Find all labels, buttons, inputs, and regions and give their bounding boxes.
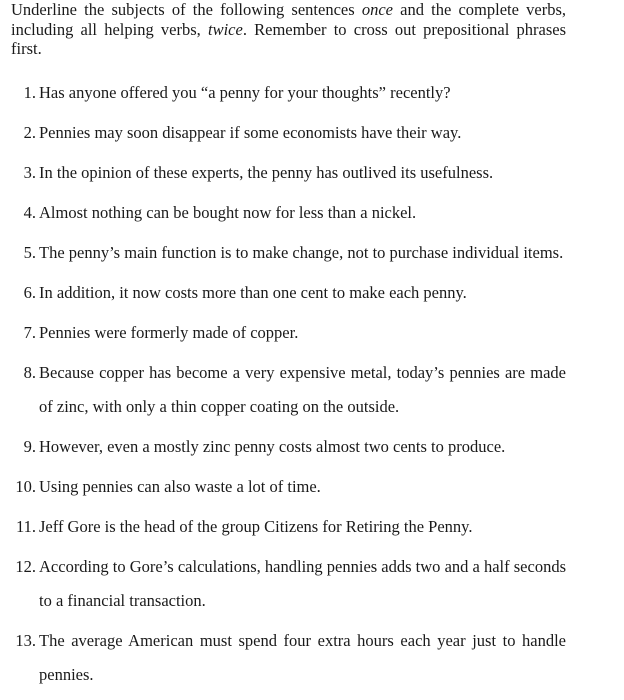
sentence-item	[0, 430, 624, 464]
instructions-part-1: Underline the subjects of the following sentences	[11, 0, 362, 19]
sentence-item	[0, 276, 624, 310]
sentence-item	[0, 76, 624, 110]
sentence-list	[0, 76, 624, 698]
sentence-item	[0, 316, 624, 350]
sentence-item	[0, 116, 624, 150]
sentence-item	[0, 156, 624, 190]
sentence-text: The penny’s main function is to make change, not to purchase individual items.	[39, 243, 564, 262]
sentence-number: 8.	[23, 363, 36, 382]
sentence-text: However, even a mostly zinc penny costs almost two cents to produce.	[39, 437, 506, 456]
sentence-number: 13.	[15, 631, 36, 650]
sentence-item	[0, 550, 624, 618]
sentence-item	[0, 510, 624, 544]
sentence-text: In addition, it now costs more than one cent to make each penny.	[39, 283, 467, 302]
sentence-text: In the opinion of these experts, the penny has outlived its usefulness.	[39, 163, 494, 182]
sentence-number: 6.	[23, 283, 36, 302]
instructions-part-3: . Remember to cross out prepositional phrases first.	[11, 19, 566, 58]
sentence-item	[0, 356, 624, 424]
instructions-part-2: and the complete verbs, including all helping verbs,	[11, 0, 566, 39]
sentence-number: 7.	[23, 323, 36, 342]
sentence-text: According to Gore’s calculations, handling pennies adds two and a half seconds to a financial transaction.	[39, 557, 566, 610]
sentence-item	[0, 624, 624, 692]
sentence-item	[0, 196, 624, 230]
sentence-number: 2.	[23, 123, 36, 142]
sentence-text: Pennies were formerly made of copper.	[39, 323, 299, 342]
sentence-number: 11.	[15, 517, 36, 536]
sentence-text: Pennies may soon disappear if some economists have their way.	[39, 123, 462, 142]
instructions-once: once	[361, 0, 393, 19]
sentence-item	[0, 470, 624, 504]
sentence-item	[0, 236, 624, 270]
sentence-text: The average American must spend four extra hours each year just to handle pennies.	[39, 631, 566, 684]
sentence-text: Jeff Gore is the head of the group Citizens for Retiring the Penny.	[39, 517, 473, 536]
sentence-number: 5.	[23, 243, 36, 262]
instructions-twice: twice	[207, 19, 243, 39]
sentence-text: Has anyone offered you “a penny for your thoughts” recently?	[39, 83, 451, 102]
sentence-text: Because copper has become a very expensive metal, today’s pennies are made of zinc, with only a thin copper coating on the outside.	[39, 363, 566, 416]
instructions-paragraph	[11, 0, 566, 59]
sentence-number: 1.	[23, 83, 36, 102]
sentence-number: 9.	[23, 437, 36, 456]
sentence-text: Almost nothing can be bought now for less than a nickel.	[39, 203, 417, 222]
sentence-text: Using pennies can also waste a lot of time.	[39, 477, 321, 496]
sentence-number: 3.	[23, 163, 36, 182]
sentence-number: 10.	[15, 477, 36, 496]
sentence-number: 4.	[23, 203, 36, 222]
sentence-number: 12.	[15, 557, 36, 576]
